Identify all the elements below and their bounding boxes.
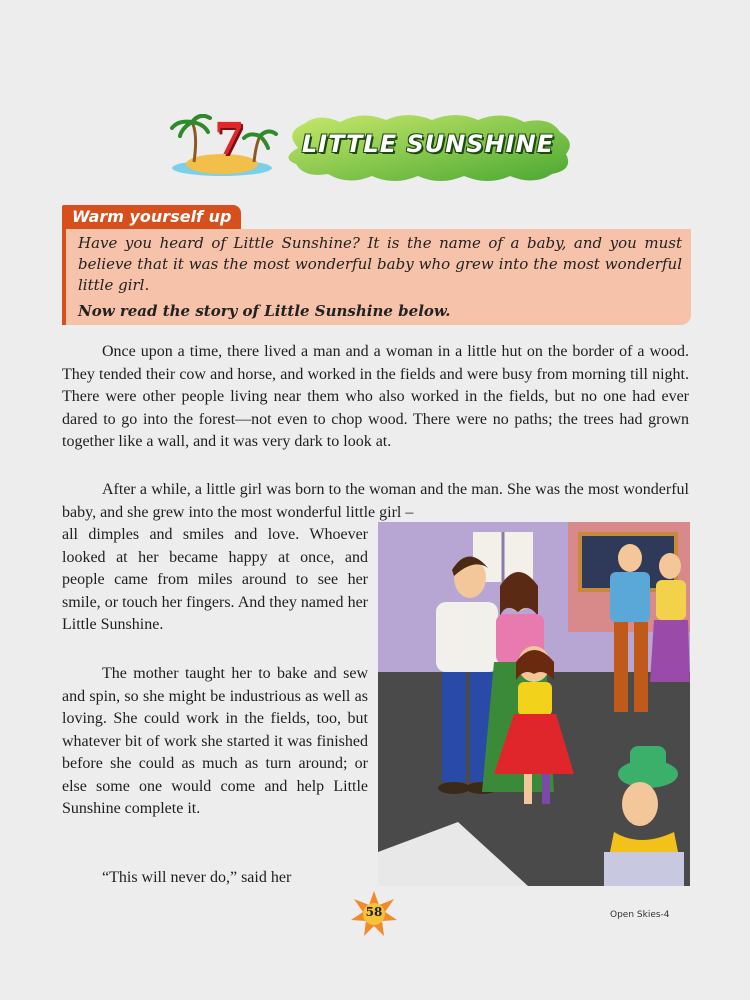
story-illustration — [378, 522, 690, 886]
story-paragraph-3: all dimples and smiles and love. Whoever looked at her became happy at once, and people came from miles around to see her smile, or touch her fingers. And they named her Little Sunshine. — [62, 526, 368, 633]
series-name: Open Skies-4 — [610, 910, 670, 920]
page-number: 58 — [365, 905, 383, 919]
chapter-title: LITTLE SUNSHINE — [301, 130, 555, 158]
warm-up-box — [62, 229, 691, 325]
story-paragraph-5: “This will never do,” said her — [102, 869, 292, 886]
chapter-number: 7 — [214, 114, 245, 165]
warm-up-instruction: Now read the story of Little Sunshine below. — [78, 302, 451, 320]
story-paragraph-1: Once upon a time, there lived a man and a woman in a little hut on the border of a wood. They tended their cow and horse, and worked in the fields and were busy from morning till night. There were other people living near them who also worked in the fields, but no one had ever dared to go into the forest—not even to chop wood. There were no paths; the trees had grown together like a wall, and it was very dark to look at. — [62, 343, 689, 450]
chapter-header — [170, 108, 590, 188]
warm-up-label: Warm yourself up — [62, 205, 241, 229]
story-paragraph-2: After a while, a little girl was born to the woman and the man. She was the most wonderful baby, and she grew into the most wonderful little girl – — [62, 481, 689, 521]
warm-up-question: Have you heard of Little Sunshine? It is the name of a baby, and you must believe that it was the most wonderful baby who grew into the most wonderful little girl. — [78, 234, 682, 294]
story-paragraph-4: The mother taught her to bake and sew and spin, so she might be industrious as well as loving. She could work in the fields, too, but whatever bit of work she started it was finished before she could as much as turn around; or else some one would come and help Little Sunshine complete it. — [62, 665, 368, 817]
